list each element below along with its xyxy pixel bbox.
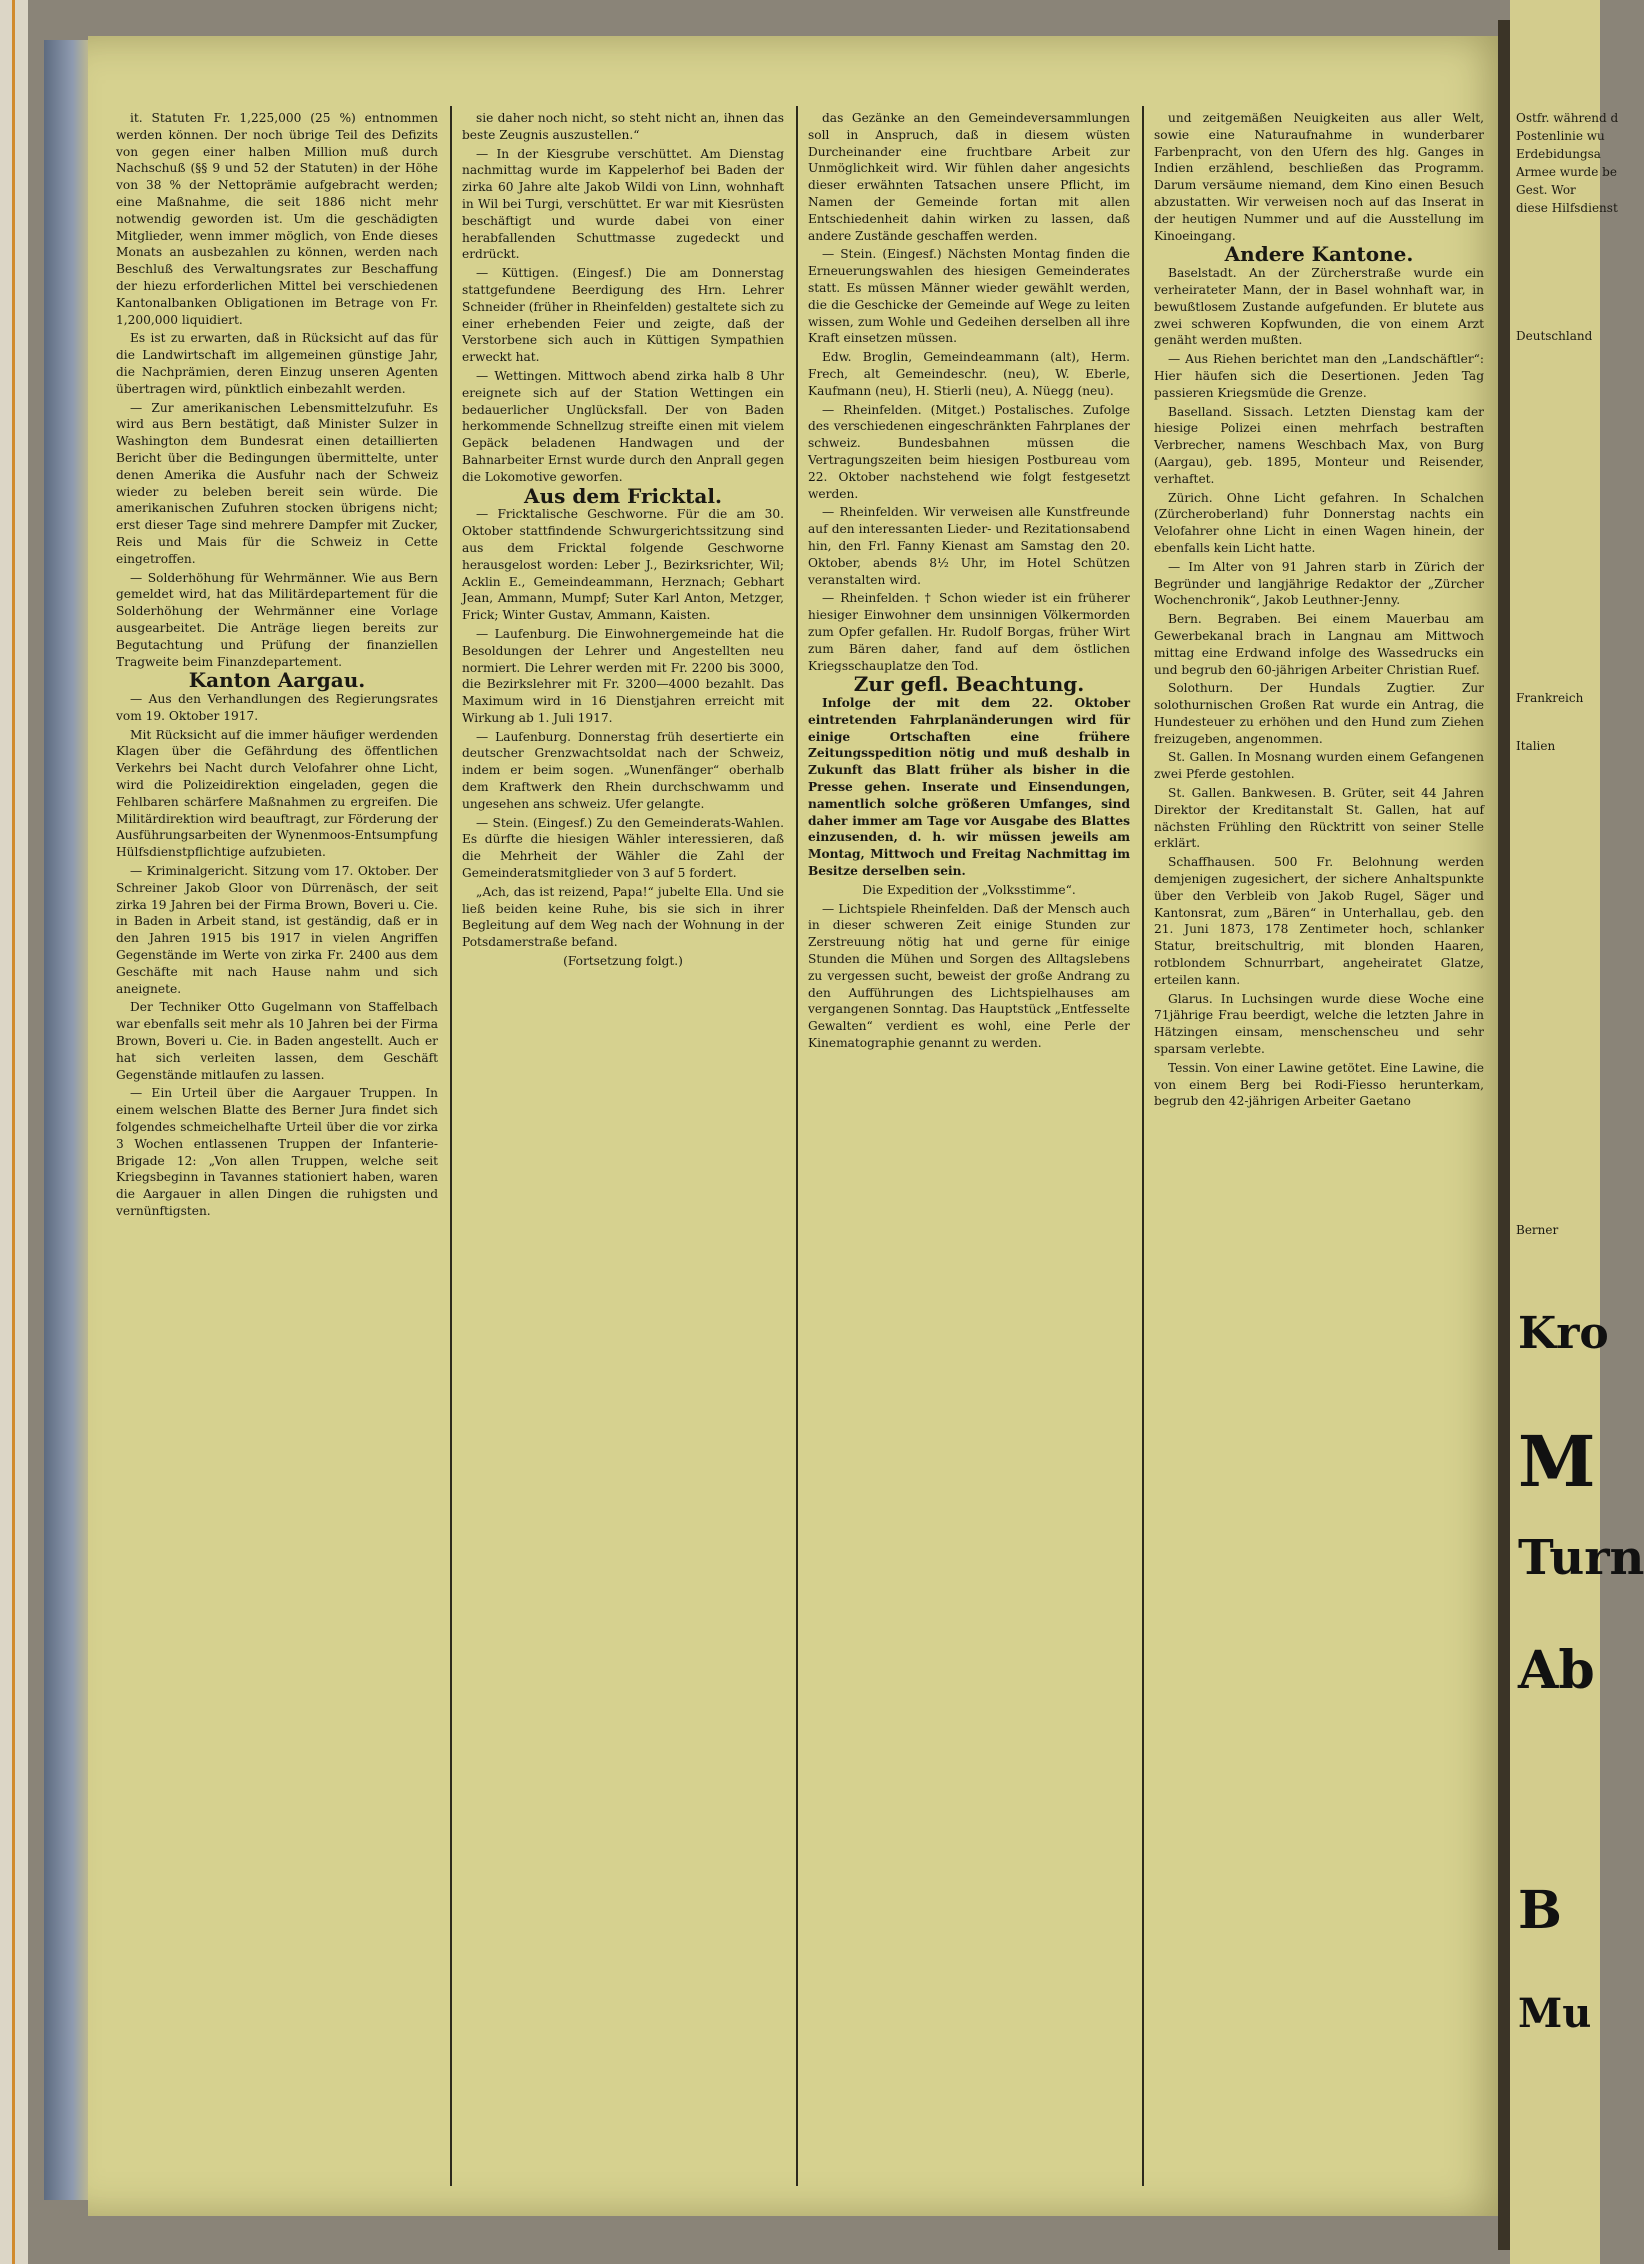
adjacent-text: Armee wurde be [1516, 165, 1617, 179]
paragraph: Bern. Begraben. Bei einem Mauerbau am Gewerbekanal brach in Langnau am Mittwoch mittag eine Erdwand infolge des Wassedrucks ein und begrub den 60-jährigen Arbeiter Christian Ruef. [1154, 612, 1484, 677]
adjacent-text: Berner [1516, 1223, 1559, 1237]
column-2 [462, 110, 784, 2190]
adjacent-text: Erdebidungsa [1516, 147, 1601, 161]
paragraph: — Stein. (Eingesf.) Zu den Gemeinderats-Wahlen. Es dürfte die hiesigen Wähler interessieren, daß die Mehrheit der Wähler die Zahl der Gemeinderatsmitglieder von 3 auf 5 fordert. [462, 815, 784, 881]
paragraph: das Gezänke an den Gemeindeversammlungen soll in Anspruch, daß in diesem wüsten Durcheinander eine fruchtbare Arbeit zur Unmöglichkeit wird. Wir fühlen daher angesichts dieser erwähnten Tatsachen unsere Pflicht, im Namen der Gemeinde fortan mit allen Entschiedenheit dahin wirken zu lassen, daß andere Zustände geschaffen werden. [808, 111, 1130, 243]
adjacent-ad-text: B [1518, 1880, 1562, 1941]
section-heading: Kanton Aargau. [188, 668, 366, 693]
adjacent-text: Italien [1516, 739, 1556, 753]
paragraph: — Wettingen. Mittwoch abend zirka halb 8 Uhr ereignete sich auf der Station Wettingen ein bedauerlicher Unglücksfall. Der von Baden herkommende Schnellzug streifte einen mit vielem Gepäck beladenen Handwagen und der Bahnarbeiter Ernst wurde durch den Anprall gegen die Lokomotive geworfen. [462, 368, 784, 484]
paragraph: Es ist zu erwarten, daß in Rücksicht auf das für die Landwirtschaft im allgemeinen günstige Jahr, die Nachprämien, deren Einzug unseren Agenten übertragen wird, pünktlich einbezahlt werden. [116, 331, 438, 396]
adjacent-ad-text: Kro [1518, 1308, 1609, 1359]
paragraph: — Lichtspiele Rheinfelden. Daß der Mensch auch in dieser schweren Zeit einige Stunden zur Zerstreuung nötig hat und gerne für einige Stunden die Mühen und Sorgen des Alltagslebens zu vergessen sucht, beweist der große Andrang zu den Aufführungen des Lichtspielhauses am vergangenen Sonntag. Das Hauptstück „Entfesselte Gewalten“ verdient es wohl, eine Perle der Kinematographie genannt zu werden. [808, 901, 1130, 1051]
paragraph: — Zur amerikanischen Lebensmittelzufuhr. Es wird aus Bern bestätigt, daß Minister Sulzer in Washington dem Bundesrat einen detaillierten Bericht über die Bedingungen übermittelte, unter denen Amerika die Ausfuhr nach der Schweiz wieder zu beleben bereit sein würde. Die amerikanischen Zufuhren stocken übrigens nicht; erst dieser Tage sind mehrere Dampfer mit Zucker, Reis und Mais für die Schweiz in Cette eingetroffen. [116, 400, 438, 566]
adjacent-ad-text: M [1518, 1420, 1596, 1503]
column-rule [796, 106, 798, 2186]
column-rule [450, 106, 452, 2186]
paragraph: St. Gallen. Bankwesen. B. Grüter, seit 44 Jahren Direktor der Kreditanstalt St. Gallen, hat auf nächsten Frühling den Rücktritt von seiner Stelle erklärt. [1154, 786, 1484, 851]
adjacent-text: Ostfr. während d [1516, 111, 1619, 125]
paragraph: Zürich. Ohne Licht gefahren. In Schalchen (Zürcheroberland) fuhr Donnerstag nachts ein Velofahrer ohne Licht in einen Wagen hinein, der ebenfalls kein Licht hatte. [1154, 490, 1484, 555]
paragraph: — In der Kiesgrube verschüttet. Am Dienstag nachmittag wurde im Kappelerhof bei Baden der zirka 60 Jahre alte Jakob Wildi von Linn, wohnhaft in Wil bei Turgi, verschüttet. Er war mit Kiesrüsten beschäftigt und wurde dabei von einer herabfallenden Schuttmasse zugedeckt und erdrückt. [462, 146, 784, 262]
paragraph: — Rheinfelden. † Schon wieder ist ein früherer hiesiger Einwohner dem unsinnigen Völkermorden zum Opfer gefallen. Hr. Rudolf Borgas, früher Wirt zum Bären daher, fand auf dem östlichen Kriegsschauplatze den Tod. [808, 591, 1130, 673]
paragraph: und zeitgemäßen Neuigkeiten aus aller Welt, sowie eine Naturaufnahme in wunderbarer Farbenpracht, von den Ufern des hlg. Ganges in Indien erzählend, beschließen das Programm. Darum versäume niemand, dem Kino einen Besuch abzustatten. Wir verweisen noch auf das Inserat in der heutigen Nummer und auf die Ausstellung im Kinoeingang. [1154, 111, 1484, 243]
section-heading: Zur gefl. Beachtung. [853, 672, 1085, 697]
notice-paragraph: Infolge der mit dem 22. Oktober eintretenden Fahrplanänderungen wird für einige Ortschaften eine frühere Zeitungsspedition nötig und muß deshalb in Zukunft das Blatt früher als bisher in die Presse gehen. Inserate und Einsendungen, namentlich solche größeren Umfanges, sind daher immer am Tage vor Ausgabe des Blattes einzusenden, d. h. wir müssen jeweils am Montag, Mittwoch und Freitag Nachmittag im Besitze derselben sein. [808, 696, 1130, 879]
paragraph: — Küttigen. (Eingesf.) Die am Donnerstag stattgefundene Beerdigung des Hrn. Lehrer Schneider (früher in Rheinfelden) gestaltete sich zu einer erhebenden Feier und zeigte, daß der Verstorbene sich auch in Küttigen Sympathien erweckt hat. [462, 266, 784, 365]
adjacent-ad-text: Turn [1518, 1530, 1644, 1586]
adjacent-text: Deutschland [1516, 329, 1593, 343]
column-3 [808, 110, 1130, 2190]
paragraph: Glarus. In Luchsingen wurde diese Woche eine 71jährige Frau beerdigt, welche die letzten Jahre in Hätzingen einsam, menschenscheu und sehr sparsam verlebte. [1154, 991, 1484, 1057]
paragraph: „Ach, das ist reizend, Papa!“ jubelte Ella. Und sie ließ beiden keine Ruhe, bis sie sich in ihrer Begleitung auf dem Weg nach der Wohnung in der Potsdamerstraße befand. [462, 884, 784, 950]
adjacent-text: Frankreich [1516, 691, 1584, 705]
adjacent-text: Gest. Wor [1516, 183, 1576, 197]
paragraph: — Im Alter von 91 Jahren starb in Zürich der Begründer und langjährige Redaktor der „Zürcher Wochenchronik“, Jakob Leuthner-Jenny. [1154, 559, 1484, 608]
paragraph: — Kriminalgericht. Sitzung vom 17. Oktober. Der Schreiner Jakob Gloor von Dürrenäsch, der seit zirka 19 Jahren bei der Firma Brown, Boveri u. Cie. in Baden in Arbeit stand, ist geständig, daß er in den Jahren 1915 bis 1917 in vielen Angriffen Gegenstände im Werte von zirka Fr. 2400 aus dem Geschäfte mit nach Hause nahm und sich aneignete. [116, 864, 438, 996]
paragraph: it. Statuten Fr. 1,225,000 (25 %) entnommen werden können. Der noch übrige Teil des Defizits von gegen einer halben Million muß durch Nachschuß (§§ 9 und 52 der Statuten) in der Höhe von 38 % der Nettoprämie aufgebracht werden; eine Maßnahme, die seit 1886 nicht mehr notwendig geworden ist. Um die geschädigten Mitglieder, wenn immer möglich, von Ende dieses Monats an ausbezahlen zu können, werden nach Beschluß des Verwaltungsrates zur Beschaffung der hiezu erforderlichen Mittel bei verschiedenen Kantonalbanken Obligationen im Betrage von Fr. 1,200,000 liquidiert. [116, 111, 438, 327]
paragraph: — Aus Riehen berichtet man den „Landschäftler“: Hier häufen sich die Desertionen. Jeden Tag passieren Kriegsmüde die Grenze. [1154, 352, 1484, 400]
paragraph: Schaffhausen. 500 Fr. Belohnung werden demjenigen zugesichert, der sichere Anhaltspunkte über den Verbleib von Jakob Rugel, Säger und Kantonsrat, zum „Bären“ in Unterhallau, geb. den 21. Juni 1873, 178 Zentimeter hoch, schlanker Statur, breitschultrig, mit blonden Haaren, rotblondem Schnurrbart, angeheiratet Glatze, erteilen kann. [1154, 855, 1484, 987]
paragraph: — Solderhöhung für Wehrmänner. Wie aus Bern gemeldet wird, hat das Militärdepartement für die Solderhöhung der Wehrmänner eine Vorlage ausgearbeitet. Die Anträge liegen bereits zur Begutachtung und Prüfung der finanziellen Tragweite beim Finanzdepartement. [116, 570, 438, 669]
adjacent-text: diese Hilfsdienst [1516, 201, 1618, 215]
column-1-body [116, 110, 438, 1220]
paragraph: Baselstadt. An der Zürcherstraße wurde ein verheirateter Mann, der in Basel wohnhaft war, in bewußtlosem Zustande aufgefunden. Er blutete aus zwei schweren Kopfwunden, die von einem Arzt genäht werden mußten. [1154, 266, 1484, 348]
paragraph: — Laufenburg. Die Einwohnergemeinde hat die Besoldungen der Lehrer und Angestellten neu normiert. Die Lehrer werden mit Fr. 2200 bis 3000, die Bezirkslehrer mit Fr. 3200—4000 bezahlt. Das Maximum wird in 16 Dienstjahren erreicht mit Wirkung ab 1. Juli 1917. [462, 626, 784, 725]
paragraph: — Rheinfelden. Wir verweisen alle Kunstfreunde auf den interessanten Lieder- und Rezitationsabend hin, den Frl. Fanny Kienast am Samstag den 20. Oktober, abends 8½ Uhr, im Hotel Schützen veranstalten wird. [808, 505, 1130, 587]
paragraph: — Rheinfelden. (Mitget.) Postalisches. Zufolge des verschiedenen eingeschränkten Fahrplanes der schweiz. Bundesbahnen müssen die Vertragungszeiten beim hiesigen Postbureau vom 22. Oktober nachstehend wie folgt festgesetzt werden. [808, 402, 1130, 501]
adjacent-ad-text: Ab [1518, 1640, 1595, 1701]
paragraph: — Stein. (Eingesf.) Nächsten Montag finden die Erneuerungswahlen des hiesigen Gemeinderates statt. Es müssen Männer wieder gewählt werden, die die Geschicke der Gemeinde auf Wege zu leiten wissen, zum Wohle und Gedeihen derselben all ihre Kraft einsetzen müssen. [808, 247, 1130, 346]
binding-thread [0, 0, 28, 2264]
section-heading: Aus dem Fricktal. [524, 483, 722, 508]
adjacent-text: Postenlinie wu [1516, 129, 1605, 143]
adjacent-ad-text: Mu [1518, 1990, 1592, 2037]
newspaper-page [88, 36, 1518, 2216]
paragraph: St. Gallen. In Mosnang wurden einem Gefangenen zwei Pferde gestohlen. [1154, 750, 1484, 782]
column-rule [1142, 106, 1144, 2186]
paragraph: — Fricktalische Geschworne. Für die am 30. Oktober stattfindende Schwurgerichtssitzung sind aus dem Fricktal folgende Geschworne herausgelost worden: Leber J., Bezirksrichter, Wil; Acklin E., Gemeindeammann, Herznach; Gebhart Jean, Ammann, Mumpf; Suter Karl Anton, Metzger, Frick; Winter Gustav, Ammann, Kaisten. [462, 507, 784, 623]
notice-signature: Die Expedition der „Volksstimme“. [862, 882, 1076, 897]
paragraph: — Aus den Verhandlungen des Regierungsrates vom 19. Oktober 1917. [116, 692, 438, 723]
column-4 [1154, 110, 1484, 2190]
column-1 [116, 110, 438, 2190]
paragraph: Baselland. Sissach. Letzten Dienstag kam der hiesige Polizei einen mehrfach bestraften Verbrecher, namens Weschbach Max, von Burg (Aargau), geb. 1895, Monteur und Reisender, verhaftet. [1154, 404, 1484, 486]
paragraph: — Laufenburg. Donnerstag früh desertierte ein deutscher Grenzwachtsoldat nach der Schweiz, indem er beim sogen. „Wunenfänger“ oberhalb dem Kraftwerk den Rhein durchschwamm und ungesehen ans schweiz. Ufer gelangte. [462, 729, 784, 811]
paragraph: Edw. Broglin, Gemeindeammann (alt), Herm. Frech, alt Gemeindeschr. (neu), W. Eberle, Kaufmann (neu), H. Stierli (neu), A. Nüegg (neu). [808, 350, 1130, 398]
book-spine [44, 40, 92, 2200]
paragraph: Tessin. Von einer Lawine getötet. Eine Lawine, die von einem Berg bei Rodi-Fiesso herunterkam, begrub den 42-jährigen Arbeiter Gaetano [1154, 1060, 1484, 1109]
paragraph: — Ein Urteil über die Aargauer Truppen. In einem welschen Blatte des Berner Jura findet sich folgendes schmeichelhafte Urteil über die vor zirka 3 Wochen entlassenen Truppen der Infanterie-Brigade 12: „Von allen Truppen, welche seit Kriegsbeginn in Tavannes stationiert haben, waren die Aargauer in allen Dingen die ruhigsten und vernünftigsten. [116, 1086, 438, 1218]
paragraph: Mit Rücksicht auf die immer häufiger werdenden Klagen über die Gefährdung des öffentlichen Verkehrs bei Nacht durch Velofahrer ohne Licht, wird die Polizeidirektion eingeladen, gegen die Fehlbaren schärfere Maßnahmen zu ergreifen. Die Militärdirektion wird beauftragt, zur Förderung der Ausführungsarbeiten der Wynenmoos-Entsumpfung Hülfsdienstpflichtige aufzubieten. [116, 727, 438, 860]
paragraph: Der Techniker Otto Gugelmann von Staffelbach war ebenfalls seit mehr als 10 Jahren bei der Firma Brown, Boveri u. Cie. in Baden angestellt. Auch er hat sich verleiten lassen, dem Geschäft Gegenstände mitlaufen zu lassen. [116, 1000, 438, 1082]
adjacent-page-edge [1510, 0, 1644, 2264]
paragraph: Solothurn. Der Hundals Zugtier. Zur solothurnischen Großen Rat wurde ein Antrag, die Hundesteuer zu erhöhen und den Hund zum Ziehen freizugeben, angenommen. [1154, 681, 1484, 746]
paragraph: sie daher noch nicht, so steht nicht an, ihnen das beste Zeugnis auszustellen.“ [462, 111, 784, 142]
section-heading: Andere Kantone. [1224, 242, 1414, 267]
continued-note: (Fortsetzung folgt.) [563, 954, 683, 969]
